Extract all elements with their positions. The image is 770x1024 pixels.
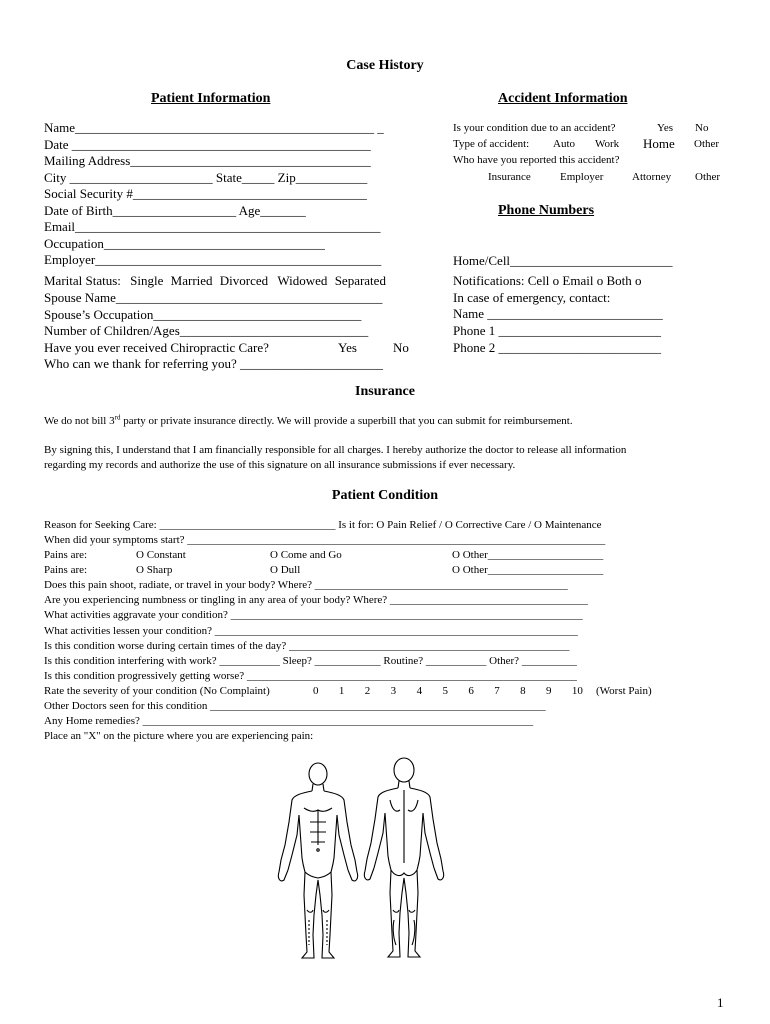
severity-3[interactable]: 3 [390,685,397,697]
reported-employer[interactable]: Employer [560,171,604,183]
severity-scale [313,684,583,699]
children-ages-field[interactable]: Number of Children/Ages_____________________________ [44,323,369,338]
insurance-paragraph-2-line-2: regarding my records and authorize the use of this signature on all insurance submissions if ever necessary. [44,459,516,471]
page-number: 1 [717,995,724,1010]
severity-9[interactable]: 9 [546,685,552,697]
mailing-address-field[interactable]: Mailing Address_____________________________________ [44,153,371,168]
insurance-paragraph-2-line-1: By signing this, I understand that I am financially responsible for all charges. I hereby authorize the doctor to release all information [44,444,627,456]
pain-other-option-2[interactable]: O Other_____________________ [452,564,604,576]
marital-option-widowed[interactable]: Widowed [277,273,328,288]
date-field[interactable]: Date ______________________________________________ [44,136,371,152]
severity-2[interactable]: 2 [364,685,371,697]
pain-come-and-go-option[interactable]: O Come and Go [270,549,342,561]
front-knees [307,910,329,912]
severity-4[interactable]: 4 [416,685,423,697]
reported-question: Who have you reported this accident? [453,154,620,166]
pains-label-2: Pains are: [44,564,88,576]
city-state-zip-field[interactable]: City ______________________ State_____ Zip___________ [44,169,368,185]
employer-field[interactable]: Employer____________________________________________ [44,252,382,267]
marital-option-divorced[interactable]: Divorced [219,273,269,288]
front-head [309,763,327,785]
patient-condition-heading: Patient Condition [331,488,439,503]
lessen-field[interactable]: What activities lessen your condition? __________________________________________________________________ [44,624,578,637]
front-legs [302,872,334,958]
pains-label-1: Pains are: [44,549,88,561]
pain-sharp-option[interactable]: O Sharp [136,564,173,576]
spouse-fields [44,290,414,340]
body-diagram-front[interactable] [272,760,364,965]
chiro-question: Have you ever received Chiropractic Care? [44,340,269,355]
condition-final-fields [44,699,689,745]
marital-option-separated[interactable]: Separated [334,273,386,288]
accident-question: Is your condition due to an accident? [453,122,616,134]
accident-type-auto[interactable]: Auto [553,138,575,150]
progressive-field[interactable]: Is this condition progressively getting worse? ____________________________________________________________ [44,670,577,683]
chiro-no-option[interactable]: No [393,340,409,355]
pain-constant-option[interactable]: O Constant [136,549,186,561]
severity-5[interactable]: 5 [442,685,448,697]
pain-other-option-1[interactable]: O Other_____________________ [452,549,604,561]
marital-option-married[interactable]: Married [170,273,213,288]
numbness-field[interactable]: Are you experiencing numbness or tingling in any area of your body? Where? ____________________________________ [44,594,588,607]
reported-attorney[interactable]: Attorney [632,171,672,183]
emergency-phone2-field[interactable]: Phone 2 _________________________ [453,340,661,355]
home-cell-field[interactable]: Home/Cell_________________________ [453,253,673,268]
back-buttocks [391,870,417,876]
dob-age-field[interactable]: Date of Birth___________________ Age_______ [44,202,306,218]
condition-questions [44,578,689,684]
chiro-yes-option[interactable]: Yes [338,340,357,355]
severity-7[interactable]: 7 [494,685,500,697]
severity-10[interactable]: 10 [571,685,583,697]
pain-radiate-field[interactable]: Does this pain shoot, radiate, or travel in your body? Where? ______________________________________________ [44,579,568,591]
front-pelvis [305,872,331,878]
severity-1[interactable]: 1 [338,685,345,697]
severity-0[interactable]: 0 [313,685,319,697]
body-diagram-back[interactable] [356,755,452,965]
back-knees [393,910,415,912]
accident-type-work[interactable]: Work [595,138,620,150]
occupation-field[interactable]: Occupation__________________________________ [44,235,325,251]
severity-6[interactable]: 6 [468,685,474,697]
accident-type-home[interactable]: Home [643,136,675,151]
phone-numbers-heading: Phone Numbers [498,203,595,218]
marital-option-single[interactable]: Single [130,273,164,288]
spouse-occupation-field[interactable]: Spouse’s Occupation________________________________ [44,306,362,322]
front-hands [278,870,357,881]
severity-label: Rate the severity of your condition (No Complaint) [44,685,270,697]
notifications-row [453,273,642,290]
accident-type-label: Type of accident: [453,138,530,150]
front-shins [309,920,327,945]
patient-info-heading: Patient Information [151,91,271,106]
patient-info-fields [44,120,414,269]
severity-end-label: (Worst Pain) [596,685,652,697]
worse-times-field[interactable]: Is this condition worse during certain times of the day? ___________________________________________________ [44,639,570,652]
reported-insurance[interactable]: Insurance [488,171,531,183]
insurance-heading: Insurance [355,384,415,399]
emergency-phone1-field[interactable]: Phone 1 _________________________ [453,323,661,338]
insurance-paragraph-1: We do not bill 3rd party or private insurance directly. We will provide a superbill that you can submit for reimbursement. [44,413,573,427]
condition-fields [44,518,689,548]
back-head [394,758,414,782]
ssn-field[interactable]: Social Security #____________________________________ [44,186,367,201]
home-remedies-field[interactable]: Any Home remedies? _______________________________________________________________________ [44,715,534,728]
name-field[interactable]: Name______________________________________________ _ [44,120,384,135]
marital-status-row [44,273,412,290]
marital-status-label: Marital Status: [44,273,121,288]
back-legs [388,870,420,957]
reported-other[interactable]: Other [695,171,721,183]
page-title: Case History [346,58,424,73]
place-x-instruction: Place an "X" on the picture where you are experiencing pain: [44,730,314,743]
interfering-field[interactable]: Is this condition interfering with work? ___________ Sleep? ____________ Routine? ___________ Other? __________ [44,655,577,668]
emergency-contact-label: In case of emergency, contact: [453,290,611,305]
accident-yes-option[interactable]: Yes [657,122,674,134]
severity-8[interactable]: 8 [520,685,526,697]
accident-info-heading: Accident Information [498,91,628,106]
front-navel [317,849,319,851]
back-calves [393,920,415,945]
accident-no-option[interactable]: No [695,122,709,134]
referral-field[interactable]: Who can we thank for referring you? ______________________ [44,356,383,371]
notifications-options[interactable]: Cell o Email o Both o [527,273,642,288]
other-doctors-field[interactable]: Other Doctors seen for this condition _____________________________________________________________ [44,700,546,712]
spouse-name-field[interactable]: Spouse Name_________________________________________ [44,290,383,305]
symptoms-start-field[interactable]: When did your symptoms start? ____________________________________________________________________________ [44,534,606,547]
reason-for-care-field[interactable]: Reason for Seeking Care: ________________________________ Is it for: O Pain Relief / O Corrective Care / O Maintenance [44,519,602,531]
email-field[interactable]: Email_______________________________________________ [44,219,381,234]
front-chest [304,808,332,845]
accident-type-other[interactable]: Other [694,138,720,150]
notifications-label: Notifications: [453,273,525,288]
pain-dull-option[interactable]: O Dull [270,564,301,576]
aggravate-field[interactable]: What activities aggravate your condition? ________________________________________________________________ [44,609,583,622]
emergency-name-field[interactable]: Name ___________________________ [453,306,663,321]
